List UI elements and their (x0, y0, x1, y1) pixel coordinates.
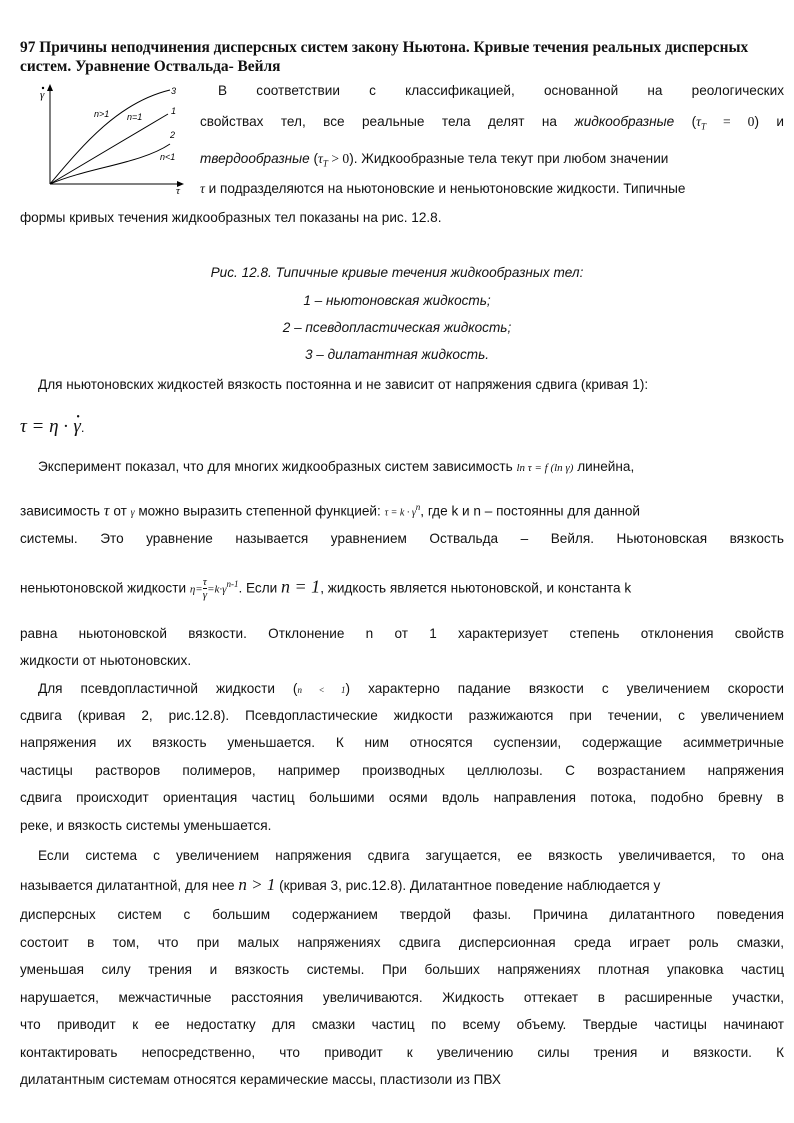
p4-line-3: дисперсных систем с большим содержанием твердой фазы. Причина дилатантного поведения (20, 907, 784, 922)
p3-line-6: реке, и вязкость системы уменьшается. (20, 818, 272, 833)
x-axis-label: τ (176, 185, 180, 197)
curve-2-label: 2 (170, 130, 176, 140)
y-axis-label: γ (40, 89, 45, 101)
intro-line-3: твердообразные $(\tau_T > 0)$. Жидкообразные тела текут при любом значении (200, 151, 669, 169)
p1-line-1: Для ньютоновских жидкостей вязкость постоянна и не зависит от напряжения сдвига (кривая 1): (38, 377, 649, 392)
region-label-n-gt-1: n>1 (94, 109, 110, 119)
p3-line-1: Для псевдопластичной жидкости (n < 1) характерно падание вязкости с увеличением скорости (38, 681, 784, 696)
curve-3-label: 3 (171, 86, 177, 96)
region-label-n-eq-1: n=1 (127, 112, 143, 122)
p3-line-4: частицы растворов полимеров, например производных целлюлозы. С возрастанием напряжения (20, 763, 784, 778)
p3-line-5: сдвига происходит ориентация частиц большими осями вдоль направления потока, подобно бревну в (20, 790, 784, 805)
intro-line-5: формы кривых течения жидкообразных тел показаны на рис. 12.8. (20, 210, 442, 225)
p4-line-2: называется дилатантной, для нее n > 1 (кривая 3, рис.12.8). Дилатантное поведение наблюдается у (20, 875, 661, 894)
flow-curves-figure (30, 82, 190, 197)
p2-line-3: системы. Это уравнение называется уравнением Оствальда – Вейля. Ньютоновская вязкость (20, 531, 784, 546)
p2-line-6: жидкости от ньютоновских. (20, 653, 192, 668)
intro-line-1: В соответствии с классификацией, основанной на реологических (218, 83, 784, 98)
p4-line-1: Если система с увеличением напряжения сдвига загущается, ее вязкость увеличивается, то она (38, 848, 784, 863)
figure-caption-title: Рис. 12.8. Типичные кривые течения жидкообразных тел: (210, 265, 584, 280)
p2-line-5: равна ньютоновской вязкости. Отклонение n от 1 характеризует степень отклонения свойств (20, 626, 784, 641)
section-title: 97 Причины неподчинения дисперсных систем закону Ньютона. Кривые течения реальных дисперсных систем. Уравнение Оствальда- Вейля (20, 39, 749, 75)
p3-line-2: сдвига (кривая 2, рис.12.8). Псевдопластические жидкости разжижаются при течении, с увеличением (20, 708, 784, 723)
p4-line-7: что приводит к ее недостатку для смазки частиц по всему объему. Твердые частицы начинают (20, 1017, 784, 1032)
p2-line-2: зависимость τ от γ можно выразить степенной функцией: $\tau = k \cdot \gamma^n$, где k и n – постоянны для данной (20, 502, 641, 520)
curve-2-pseudoplastic (50, 144, 170, 184)
figure-caption-item-3: 3 – дилатантная жидкость. (304, 347, 490, 362)
curve-1-newtonian (50, 114, 168, 184)
p2-line-4: неньютоновской жидкости η= $\frac{\tau}{\gamma}$ $=k\cdot\gamma^{n-1}$. Если n = 1, жидкость является ньютоновской, и константа k (20, 576, 632, 602)
p4-line-5: уменьшая силу трения и вязкость системы. При больших напряжениях плотная упаковка частиц (20, 962, 784, 977)
p2-line-1: Эксперимент показал, что для многих жидкообразных систем зависимость ln τ = f (ln γ) линейна, (38, 459, 635, 474)
y-axis-arrow (47, 84, 53, 91)
p4-line-9: дилатантным системам относятся керамические массы, пластизоли из ПВХ (20, 1072, 501, 1087)
curve-1-label: 1 (171, 106, 177, 116)
intro-line-4: τ и подразделяются на ньютоновские и неньютоновские жидкости. Типичные (200, 181, 686, 196)
p4-line-6: нарушается, межчастичные расстояния увеличиваются. Жидкость оттекает в расширенные участки, (20, 990, 784, 1005)
curve-3-dilatant (50, 90, 170, 184)
p4-line-4: состоит в том, что при малых напряжениях сдвига дисперсионная среда играет роль смазки, (20, 935, 784, 950)
p4-line-8: контактировать непосредственно, что приводит к увеличению силы трения и вязкости. К (20, 1045, 784, 1060)
figure-caption-item-1: 1 – ньютоновская жидкость; (303, 293, 491, 308)
intro-line-2: свойствах тел, все реальные тела делят на жидкообразные $(\tau_T = 0)$ и (200, 114, 784, 132)
p3-line-3: напряжения их вязкость уменьшается. К ним относятся суспензии, содержащие асимметричные (20, 735, 784, 750)
region-label-n-lt-1: n<1 (160, 152, 176, 162)
newton-formula: τ = η · • γ. (20, 416, 84, 439)
figure-caption-item-2: 2 – псевдопластическая жидкость; (282, 320, 512, 335)
